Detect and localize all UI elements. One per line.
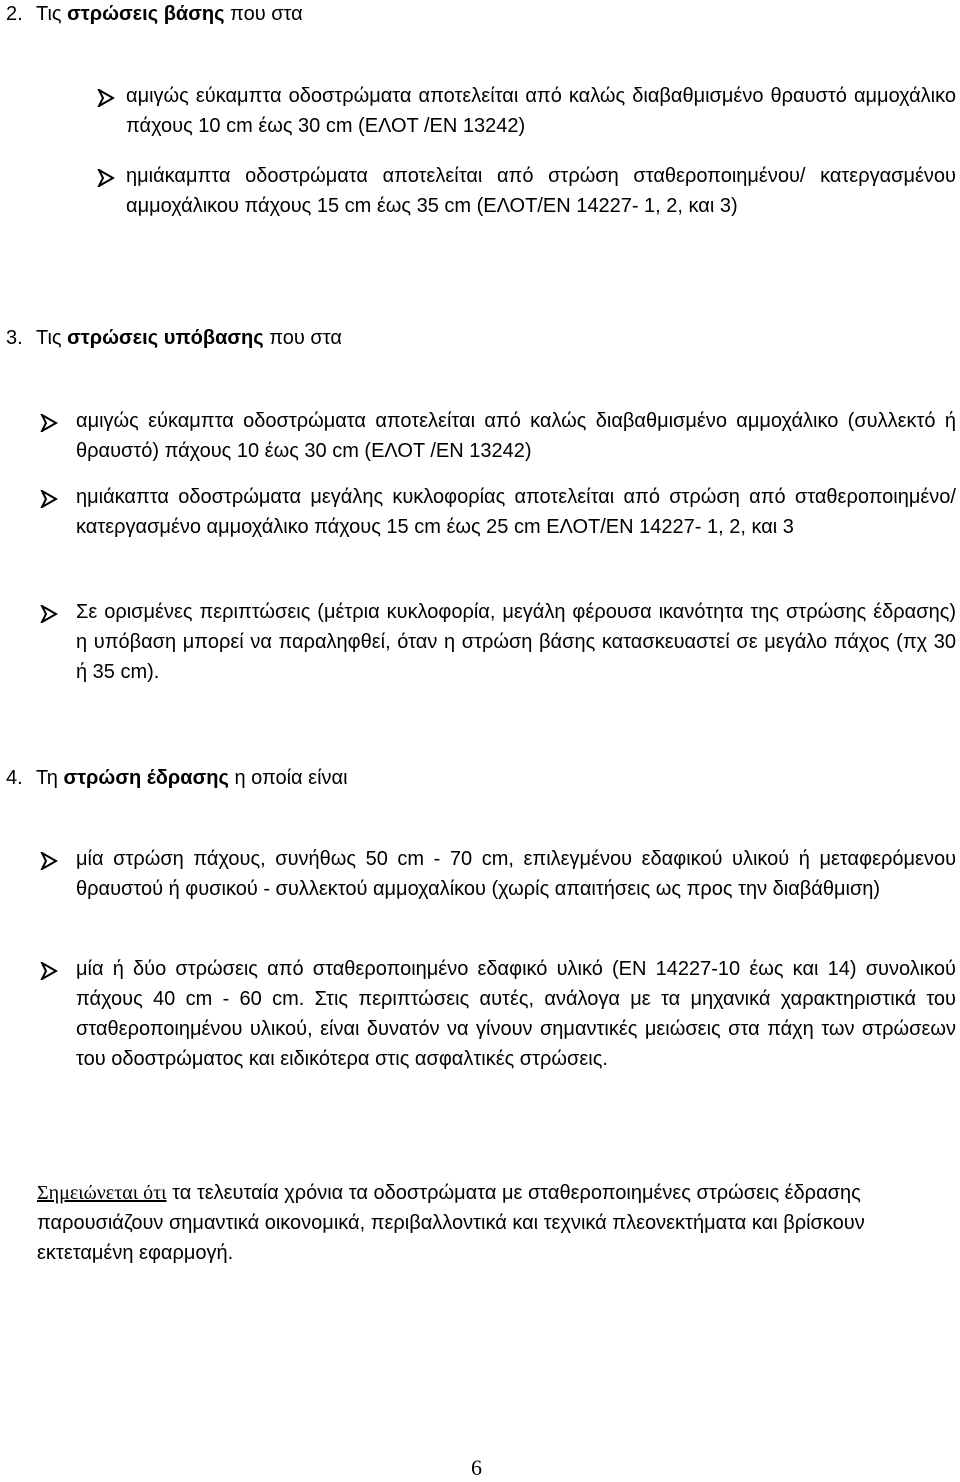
list-item: ημιάκαπτα οδοστρώματα μεγάλης κυκλοφορίας αποτελείται από στρώση από σταθεροποιημένο/κατεργασμένο αμμοχάλικο πάχους 15 cm έως 25 cm ΕΛΟΤ/ΕΝ 14227- 1, 2, και 3	[76, 486, 956, 538]
section-number: 4.	[6, 767, 23, 789]
section-title-bold: στρώσεις υπόβασης	[67, 327, 264, 349]
note-label: Σημειώνεται ότι	[37, 1182, 167, 1204]
section-title-bold: στρώση έδρασης	[63, 767, 229, 789]
list-item: αμιγώς εύκαμπτα οδοστρώματα αποτελείται από καλώς διαβαθμισμένο αμμοχάλικο (συλλεκτό ή θραυστό) πάχους 10 έως 30 cm (ΕΛΟΤ /ΕΝ 13242)	[76, 410, 956, 462]
bullet-arrow-icon	[40, 490, 58, 508]
list-item: μία στρώση πάχους, συνήθως 50 cm - 70 cm, επιλεγμένου εδαφικού υλικού ή μεταφερόμενου θραυστού ή φυσικού - συλλεκτού αμμοχαλίκου (χωρίς απαιτήσεις ως προς την διαβάθμιση)	[76, 848, 956, 900]
section-title-bold: στρώσεις βάσης	[67, 3, 225, 25]
bullet-arrow-icon	[97, 89, 115, 107]
section-2-heading: 2. Τις στρώσεις βάσης που στα	[6, 0, 303, 29]
list-item: Σε ορισμένες περιπτώσεις (μέτρια κυκλοφορία, μεγάλη φέρουσα ικανότητα της στρώσης έδρασης) η υπόβαση μπορεί να παραληφθεί, όταν η στρώση βάσης κατασκευαστεί σε μεγάλο πάχος (πχ 30 ή 35 cm).	[76, 601, 956, 683]
bullet-arrow-icon	[97, 169, 115, 187]
page-number: 6	[471, 1455, 482, 1480]
closing-note	[37, 1178, 937, 1268]
list-item: μία ή δύο στρώσεις από σταθεροποιημένο εδαφικό υλικό (ΕΝ 14227-10 έως και 14) συνολικού πάχους 40 cm - 60 cm. Στις περιπτώσεις αυτές, ανάλογα με τα μηχανικά χαρακτηριστικά του σταθεροποιημένου υλικού, είναι δυνατόν να γίνουν σημαντικές μειώσεις στα πάχη των στρώσεων του οδοστρώματος και ειδικότερα στις ασφαλτικές στρώσεις.	[76, 958, 956, 1070]
note-text: τα τελευταία χρόνια τα οδοστρώματα με σταθεροποιημένες στρώσεις έδρασης παρουσιάζουν σημαντικά οικονομικά, περιβαλλοντικά και τεχνικά πλεονεκτήματα και βρίσκουν εκτεταμένη εφαρμογή.	[37, 1182, 865, 1264]
section-number: 2.	[6, 3, 23, 25]
bullet-arrow-icon	[40, 414, 58, 432]
list-item: αμιγώς εύκαμπτα οδοστρώματα αποτελείται από καλώς διαβαθμισμένο θραυστό αμμοχάλικο πάχους 10 cm έως 30 cm (ΕΛΟΤ /ΕΝ 13242)	[126, 85, 956, 137]
bullet-arrow-icon	[40, 605, 58, 623]
section-4-heading: 4. Τη στρώση έδρασης η οποία είναι	[6, 763, 348, 793]
list-item: ημιάκαμπτα οδοστρώματα αποτελείται από στρώση σταθεροποιημένου/ κατεργασμένου αμμοχάλικου πάχους 15 cm έως 35 cm (ΕΛΟΤ/ΕΝ 14227- 1, 2, και 3)	[126, 165, 956, 217]
bullet-arrow-icon	[40, 852, 58, 870]
section-number: 3.	[6, 327, 23, 349]
bullet-arrow-icon	[40, 962, 58, 980]
section-3-heading: 3. Τις στρώσεις υπόβασης που στα	[6, 323, 342, 353]
